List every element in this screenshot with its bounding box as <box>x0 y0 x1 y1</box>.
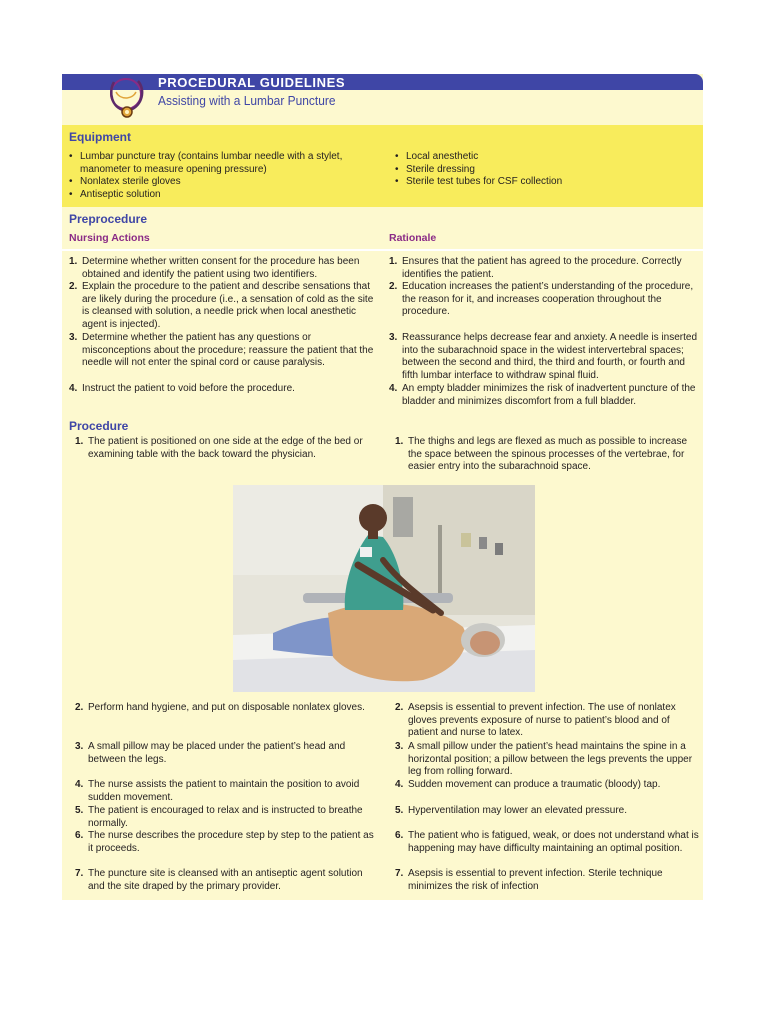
procedure-action-6: 6. The nurse describes the procedure step by step to the patient as it proceeds. <box>75 830 374 854</box>
stethoscope-icon <box>102 74 152 122</box>
procedure-photo <box>233 485 535 692</box>
guideline-panel <box>62 74 703 900</box>
procedure-heading: Procedure <box>69 419 129 433</box>
equipment-heading: Equipment <box>69 130 131 144</box>
list-item: • Nonlatex sterile gloves <box>69 176 369 189</box>
procedure-action-2: 2. Perform hand hygiene, and put on disposable nonlatex gloves. <box>75 702 365 713</box>
preprocedure-rationale-2: 2. Education increases the patient’s understanding of the procedure, the reason for it, and increases cooperation throughout the procedure. <box>389 281 694 318</box>
preprocedure-action-2: 2. Explain the procedure to the patient and describe sensations that are likely during the procedure (i.e., a sensation of cold as the site is cleansed with solution, a needle prick when local anesthetic agent is injected). <box>69 281 374 331</box>
procedure-rationale-3: 3. A small pillow under the patient’s head maintains the spine in a horizontal position; a pillow between the legs prevents the upper leg from rolling forward. <box>395 741 693 778</box>
list-item: • Lumbar puncture tray (contains lumbar needle with a stylet, manometer to measure opening pressure) <box>69 151 369 176</box>
procedure-action-3: 3. A small pillow may be placed under the patient’s head and between the legs. <box>75 741 346 765</box>
preprocedure-action-3: 3. Determine whether the patient has any questions or misconceptions about the procedure; reassure the patient that the needle will not enter the spinal cord or cause paralysis. <box>69 332 374 369</box>
nursing-actions-heading: Nursing Actions <box>69 232 150 244</box>
procedure-rationale-2: 2. Asepsis is essential to prevent infection. The use of nonlatex gloves prevents exposure of nurse to patient’s blood and of patient and nurse to latex. <box>395 702 676 739</box>
procedure-action-5: 5. The patient is encouraged to relax and is instructed to breathe normally. <box>75 805 363 829</box>
equipment-section <box>62 125 703 207</box>
procedure-action-4: 4. The nurse assists the patient to maintain the position to avoid sudden movement. <box>75 779 360 803</box>
divider <box>62 249 703 251</box>
procedure-category-title: PROCEDURAL GUIDELINES <box>158 75 346 90</box>
procedure-rationale-5: 5. Hyperventilation may lower an elevated pressure. <box>395 805 627 816</box>
list-item: • Antiseptic solution <box>69 189 369 202</box>
preprocedure-action-1: 1. Determine whether written consent for the procedure has been obtained and identify the patient using two identifiers. <box>69 256 360 280</box>
procedure-action-7: 7. The puncture site is cleansed with an antiseptic agent solution and the site draped by the primary provider. <box>75 868 363 892</box>
procedure-title: Assisting with a Lumbar Puncture <box>158 93 336 108</box>
preprocedure-rationale-4: 4. An empty bladder minimizes the risk of inadvertent puncture of the bladder and minimizes discomfort from a full bladder. <box>389 383 696 407</box>
preprocedure-action-4: 4. Instruct the patient to void before the procedure. <box>69 383 295 394</box>
procedure-rationale-4: 4. Sudden movement can produce a traumatic (bloody) tap. <box>395 779 661 790</box>
equipment-list-left <box>69 151 369 201</box>
rationale-heading: Rationale <box>389 232 437 244</box>
list-item: • Sterile test tubes for CSF collection <box>395 176 695 189</box>
list-item: • Local anesthetic <box>395 151 695 164</box>
preprocedure-rationale-1: 1. Ensures that the patient has agreed to the procedure. Correctly identifies the patient. <box>389 256 682 280</box>
procedure-rationale-1: 1. The thighs and legs are flexed as much as possible to increase the space between the spinous processes of the vertebrae, for easier entry into the subarachnoid space. <box>395 436 688 473</box>
preprocedure-heading: Preprocedure <box>69 212 148 226</box>
procedure-action-1: 1. The patient is positioned on one side at the edge of the bed or examining table with the back toward the physician. <box>75 436 363 460</box>
procedure-rationale-7: 7. Asepsis is essential to prevent infection. Sterile technique minimizes the risk of infection <box>395 868 663 892</box>
procedure-rationale-6: 6. The patient who is fatigued, weak, or does not understand what is happening may have difficulty maintaining an optimal position. <box>395 830 699 854</box>
equipment-list-right <box>395 151 695 189</box>
preprocedure-rationale-3: 3. Reassurance helps decrease fear and anxiety. A needle is inserted into the subarachnoid space in the widest intervertebral spaces; between the second and third, the third and fourth, or fourth and fifth lumbar interface to withdraw spinal fluid. <box>389 332 697 382</box>
list-item: • Sterile dressing <box>395 164 695 177</box>
